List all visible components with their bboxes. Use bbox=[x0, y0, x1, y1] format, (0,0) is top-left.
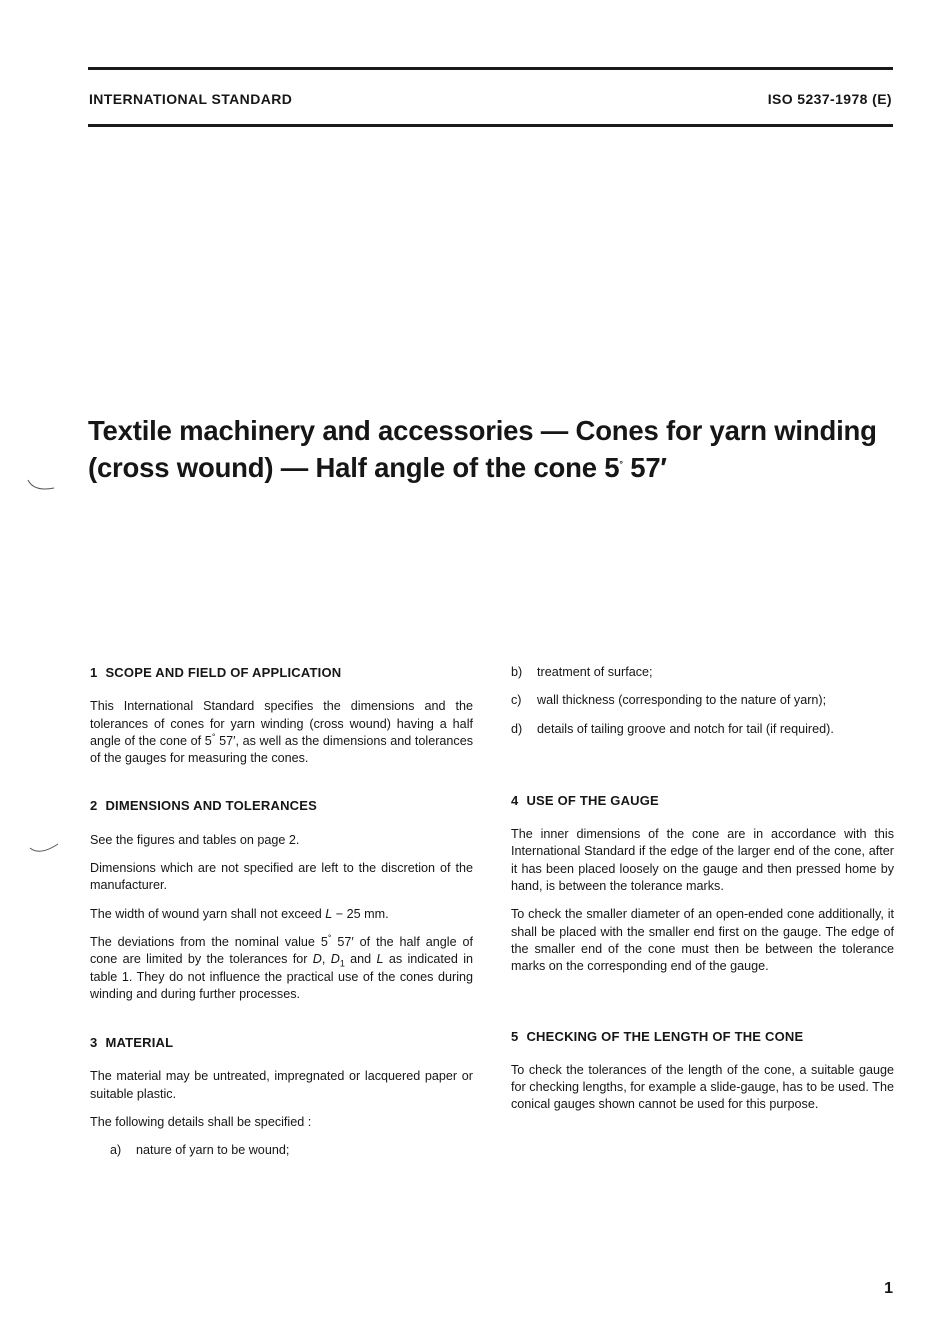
header-bottom-rule bbox=[88, 124, 893, 127]
paragraph: To check the smaller diameter of an open-ended cone additionally, it shall be placed with the smaller end first on the gauge. The edge of the smaller end of the cone must then be between the tolerance marks on the corresponding end of the gauge. bbox=[511, 907, 894, 974]
section-5 bbox=[511, 1028, 894, 1114]
list-item: a) nature of yarn to be wound; bbox=[110, 1143, 290, 1158]
paragraph: The width of wound yarn shall not exceed L − 25 mm. bbox=[90, 906, 389, 921]
section-heading: 3 MATERIAL bbox=[90, 1035, 174, 1051]
section-4 bbox=[511, 792, 894, 976]
list-item: b) treatment of surface; bbox=[511, 665, 653, 679]
left-column bbox=[90, 664, 473, 1160]
punch-mark-icon bbox=[24, 478, 58, 496]
section-heading: 1 SCOPE AND FIELD OF APPLICATION bbox=[90, 665, 342, 680]
list-item: c) wall thickness (corresponding to the nature of yarn); bbox=[511, 693, 827, 708]
header-standard-label: INTERNATIONAL STANDARD bbox=[89, 91, 293, 107]
paragraph: The deviations from the nominal value 5° 57′ of the half angle of cone are limited by the tolerances for D, $D_1$ and L as indicated in table 1. They do not influence the practical use of the cones during winding and during further processes. bbox=[90, 932, 474, 1001]
section-2 bbox=[90, 797, 473, 1003]
section-heading: 5 CHECKING OF THE LENGTH OF THE CONE bbox=[511, 1028, 804, 1044]
document-title bbox=[88, 412, 908, 486]
paragraph: Dimensions which are not specified are left to the discretion of the manufacturer. bbox=[90, 861, 473, 893]
punch-mark-icon bbox=[28, 840, 62, 858]
section-heading: 2 DIMENSIONS AND TOLERANCES bbox=[90, 798, 318, 814]
paragraph: The inner dimensions of the cone are in accordance with this International Standard if the edge of the larger end of the cone, after it has been placed loosely on the gauge and then pressed home by hand, is between the tolerance marks. bbox=[511, 827, 894, 894]
right-column bbox=[511, 664, 894, 1114]
section-3 bbox=[90, 1034, 473, 1159]
section-1 bbox=[90, 664, 473, 767]
paragraph: To check the tolerances of the length of the cone, a suitable gauge for checking lengths, for example a slide-gauge, has to be used. The conical gauges shown cannot be used for this purpose. bbox=[511, 1062, 894, 1112]
title-line-1: Textile machinery and accessories — Cones for yarn winding bbox=[88, 415, 877, 446]
header-top-rule bbox=[88, 67, 893, 70]
paragraph: The material may be untreated, impregnated or lacquered paper or suitable plastic. bbox=[90, 1069, 473, 1101]
title-line-2: (cross wound) — Half angle of the cone 5° 57′ bbox=[88, 452, 667, 483]
section-heading: 4 USE OF THE GAUGE bbox=[511, 792, 659, 808]
list-item: d) details of tailing groove and notch for tail (if required). bbox=[511, 721, 834, 736]
paragraph: See the figures and tables on page 2. bbox=[90, 832, 300, 847]
paragraph: This International Standard specifies the dimensions and the tolerances of cones for yarn winding (cross wound) having a half angle of the cone of 5° 57′, as well as the dimensions and tolerances of the gauges for measuring the cones. bbox=[90, 699, 474, 766]
header-standard-number: ISO 5237-1978 (E) bbox=[767, 91, 892, 107]
paragraph: The following details shall be specified : bbox=[90, 1115, 312, 1130]
page-number: 1 bbox=[884, 1280, 893, 1297]
